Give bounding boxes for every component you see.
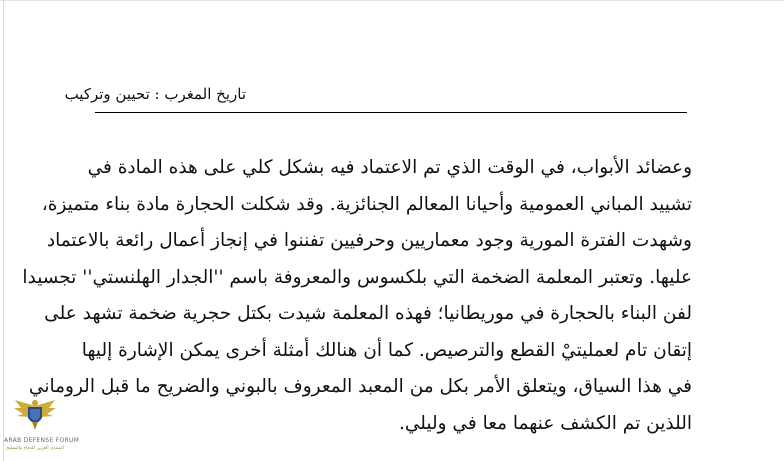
text-line: عليها. وتعتبر المعلمة الضخمة التي بلكسوس والمعروفة باسم ''الجدار الهلنستي'' تجسيدا	[22, 266, 692, 288]
text-line: وعضائد الأبواب، في الوقت الذي تم الاعتماد فيه بشكل كلي على هذه المادة في	[87, 157, 692, 178]
text-line: تشييد المباني العمومية وأحيانا المعالم الجنائزية. وقد شكلت الحجارة مادة بناء متميزة،	[41, 193, 692, 215]
eagle-emblem-icon	[13, 396, 57, 432]
page-top-edge	[0, 0, 784, 1]
forum-watermark	[4, 396, 80, 460]
text-line: في هذا السياق، ويتعلق الأمر بكل من المعبد المعروف بالبوني والضريح ما قبل الروماني	[28, 376, 692, 397]
text-line: وشهدت الفترة المورية وجود معماريين وحرفيين تفننوا في إنجاز أعمال رائعة بالاعتماد	[46, 230, 692, 251]
page-left-edge	[3, 0, 4, 461]
text-line: لفن البناء بالحجارة في موريطانيا؛ فهذه المعلمة شيدت بكتل حجرية ضخمة تشهد على	[44, 303, 692, 324]
running-title: تاريخ المغرب : تحيين وتركيب	[64, 85, 246, 103]
watermark-name: ARAB DEFENSE FORUM	[4, 437, 80, 444]
text-line: اللذين تم الكشف عنهما معا في وليلي.	[398, 412, 692, 434]
header-rule	[95, 112, 687, 113]
watermark-forum-label: المنتدى العربي للدفاع والتسليح	[6, 446, 64, 451]
text-line: إتقان تام لعمليتيْ القطع والترصيص. كما أن هنالك أمثلة أخرى يمكن الإشارة إليها	[81, 339, 692, 361]
